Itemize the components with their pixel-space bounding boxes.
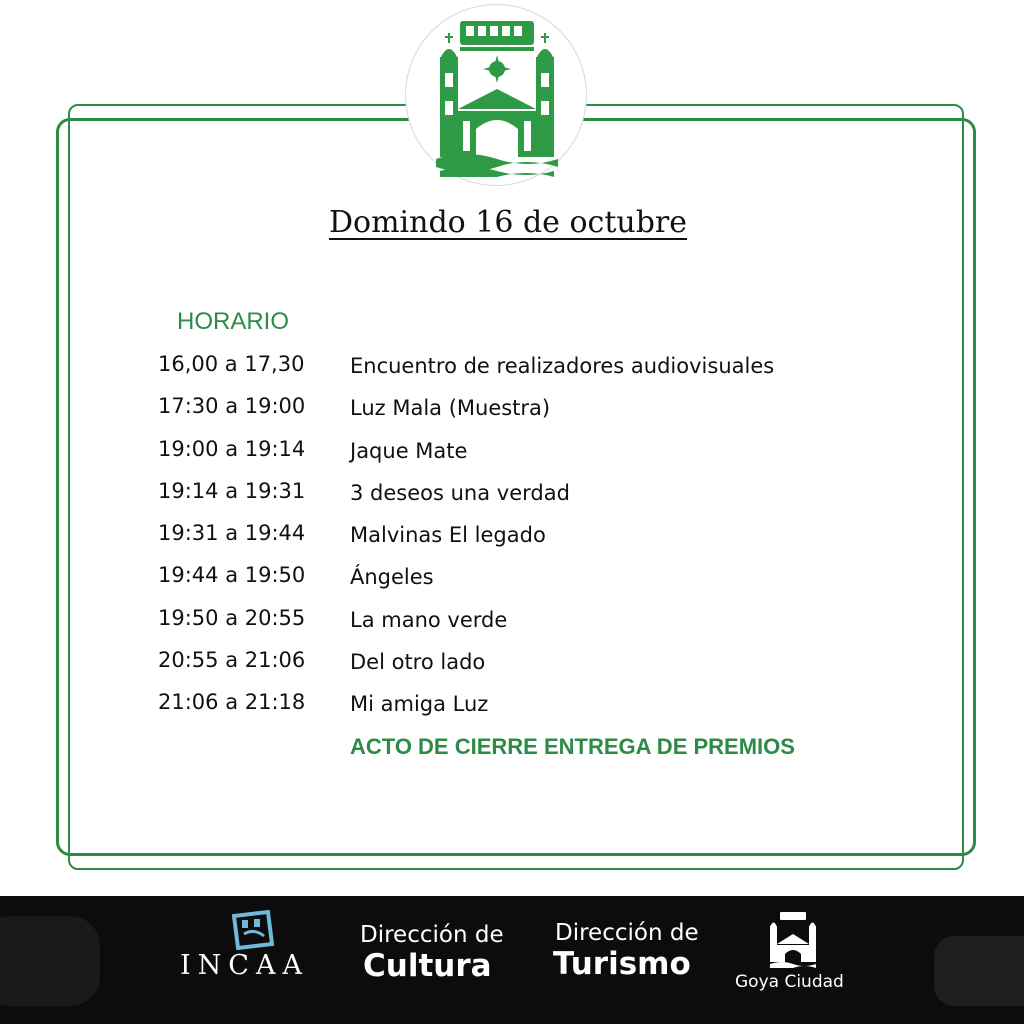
event-name: Malvinas El legado: [350, 523, 546, 548]
time-range: 19:44 a 19:50: [158, 563, 306, 588]
church-crest-icon: [436, 17, 558, 177]
list-item: [0, 475, 1024, 517]
decorative-shape: [934, 936, 1024, 1006]
list-item: [0, 559, 1024, 601]
list-item: [0, 348, 1024, 390]
goya-ciudad-label: Goya Ciudad: [735, 972, 844, 992]
time-range: 19:00 a 19:14: [158, 436, 306, 461]
event-name: 3 deseos una verdad: [350, 480, 570, 505]
list-item: [0, 390, 1024, 432]
goya-crest-logo: [405, 4, 587, 186]
closing-ceremony-label: ACTO DE CIERRE ENTREGA DE PREMIOS: [350, 734, 795, 759]
decorative-shape: [0, 916, 100, 1006]
event-name: Del otro lado: [350, 650, 486, 675]
time-range: 17:30 a 19:00: [158, 394, 306, 419]
church-crest-icon: [770, 912, 816, 968]
event-name: La mano verde: [350, 607, 508, 632]
schedule-list: [0, 348, 1024, 729]
time-range: 19:14 a 19:31: [158, 478, 306, 503]
list-item: [0, 686, 1024, 728]
time-range: 21:06 a 21:18: [158, 690, 306, 715]
page-title: Domindo 16 de octubre: [328, 205, 688, 240]
cultura-label-big: Cultura: [363, 948, 492, 984]
time-range: 16,00 a 17,30: [158, 352, 305, 376]
list-item: [0, 644, 1024, 686]
turismo-label-big: Turismo: [553, 946, 691, 982]
event-name: Ángeles: [350, 565, 434, 590]
event-name: Encuentro de realizadores audiovisuales: [350, 354, 775, 378]
list-item: [0, 433, 1024, 475]
event-name: Luz Mala (Muestra): [350, 396, 551, 421]
schedule-header: HORARIO: [177, 308, 290, 335]
list-item: [0, 517, 1024, 559]
time-range: 20:55 a 21:06: [158, 648, 306, 673]
film-strip-icon: [228, 910, 276, 950]
cultura-label-small: Dirección de: [360, 922, 504, 948]
list-item: [0, 602, 1024, 644]
incaa-logo-text: INCAA: [180, 950, 309, 981]
time-range: 19:50 a 20:55: [158, 605, 306, 630]
event-name: Mi amiga Luz: [350, 692, 489, 717]
sponsor-footer: [0, 896, 1024, 1024]
event-name: Jaque Mate: [350, 438, 468, 463]
time-range: 19:31 a 19:44: [158, 521, 306, 546]
turismo-label-small: Dirección de: [555, 920, 699, 946]
